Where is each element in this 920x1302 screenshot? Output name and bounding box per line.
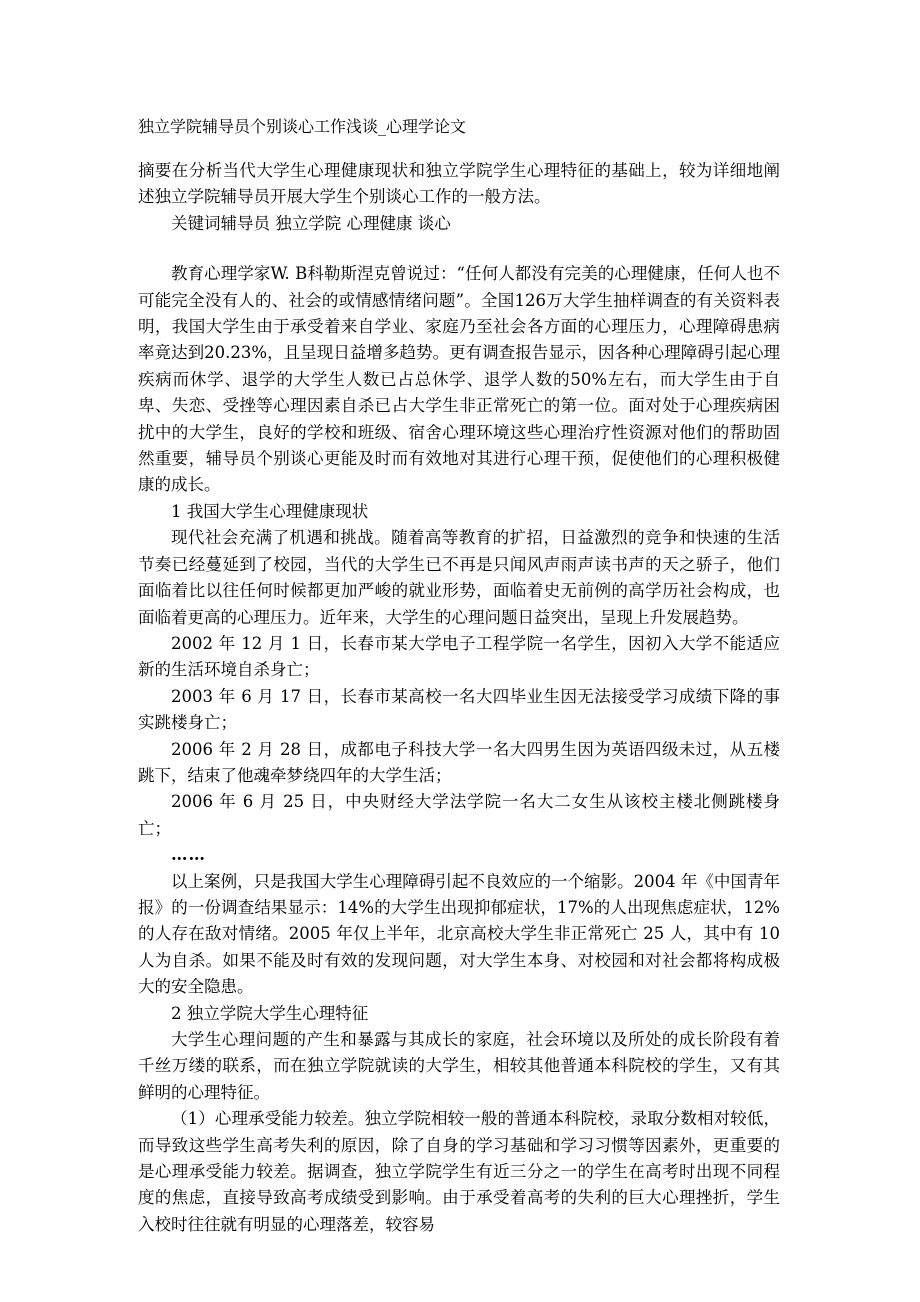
point-1-paragraph: （1）心理承受能力较差。独立学院相较一般的普通本科院校，录取分数相对较低，而导致这些学生高考失利的原因，除了自身的学习基础和学习习惯等因素外，更重要的是心理承受能力较差。据调查，独立学院学生有近三分之一的学生在高考时出现不同程度的焦虑，直接导致高考成绩受到影响。由于承受着高考的失利的巨大心理挫折，学生入校时往往就有明显的心理落差，较容易 <box>138 1109 780 1234</box>
case-item: 2003 年 6 月 17 日，长春市某高校一名大四毕业生因无法接受学习成绩下降的事实跳楼身亡； <box>138 686 780 733</box>
summary-paragraph: 以上案例，只是我国大学生心理障碍引起不良效应的一个缩影。2004 年《中国青年报》的一份调查结果显示：14%的大学生出现抑郁症状，17%的人出现焦虑症状，12%的人存在敌对情绪。2005 年仅上半年，北京高校大学生非正常死亡 25 人，其中有 10 人为自杀。如果不能及时有效的发现问题，对大学生本身、对校园和对社会都将构成极大的安全隐患。 <box>138 871 780 997</box>
section-2-paragraph: 大学生心理问题的产生和暴露与其成长的家庭，社会环境以及所处的成长阶段有着千丝万缕的联系，而在独立学院就读的大学生，相较其他普通本科院校的学生，又有其鲜明的心理特征。 <box>138 1030 780 1102</box>
document-title: 独立学院辅导员个别谈心工作浅谈_心理学论文 <box>138 117 467 136</box>
section-2-heading: 2 独立学院大学生心理特征 <box>171 1003 369 1023</box>
section-1-paragraph: 现代社会充满了机遇和挑战。随着高等教育的扩招，日益激烈的竞争和快速的生活节奏已经蔓延到了校园，当代的大学生已不再是只闻风声雨声读书声的天之骄子，他们面临着比以往任何时候都更加严峻的就业形势，面临着史无前例的高学历社会构成，也面临着更高的心理压力。近年来，大学生的心理问题日益突出，呈现上升发展趋势。 <box>138 528 780 627</box>
case-item: 2006 年 2 月 28 日，成都电子科技大学一名大四男生因为英语四级未过，从五楼跳下，结束了他魂牵梦绕四年的大学生活； <box>138 739 780 785</box>
keywords-line: 关键词辅导员 独立学院 心理健康 谈心 <box>171 213 451 233</box>
case-item: 2006 年 6 月 25 日，中央财经大学法学院一名大二女生从该校主楼北侧跳楼身亡； <box>138 792 780 838</box>
paragraph-gap <box>138 237 780 261</box>
intro-paragraph: 教育心理学家W. B科勒斯涅克曾说过：“任何人都没有完美的心理健康，任何人也不可能完全没有人的、社会的或情感情绪问题”。全国126万大学生抽样调查的有关资料表明，我国大学生由于承受着来自学业、家庭乃至社会各方面的心理压力，心理障碍患病率竟达到20.23%，且呈现日益增多趋势。更有调查报告显示，因各种心理障碍引起心理疾病而休学、退学的大学生人数已占总休学、退学人数的50%左右，而大学生由于自卑、失恋、受挫等心理因素自杀已占大学生非正常死亡的第一位。面对处于心理疾病困扰中的大学生，良好的学校和班级、宿舍心理环境这些心理治疗性资源对他们的帮助固然重要，辅导员个别谈心更能及时而有效地对其进行心理干预，促使他们的心理积极健康的成长。 <box>138 264 780 495</box>
ellipsis-line: …… <box>171 845 206 865</box>
abstract-paragraph: 摘要在分析当代大学生心理健康现状和独立学院学生心理特征的基础上，较为详细地阐述独立学院辅导员开展大学生个别谈心工作的一般方法。 <box>138 161 780 207</box>
section-1-heading: 1 我国大学生心理健康现状 <box>171 501 369 521</box>
case-item: 2002 年 12 月 1 日，长春市某大学电子工程学院一名学生，因初入大学不能适应新的生活环境自杀身亡； <box>138 633 780 680</box>
